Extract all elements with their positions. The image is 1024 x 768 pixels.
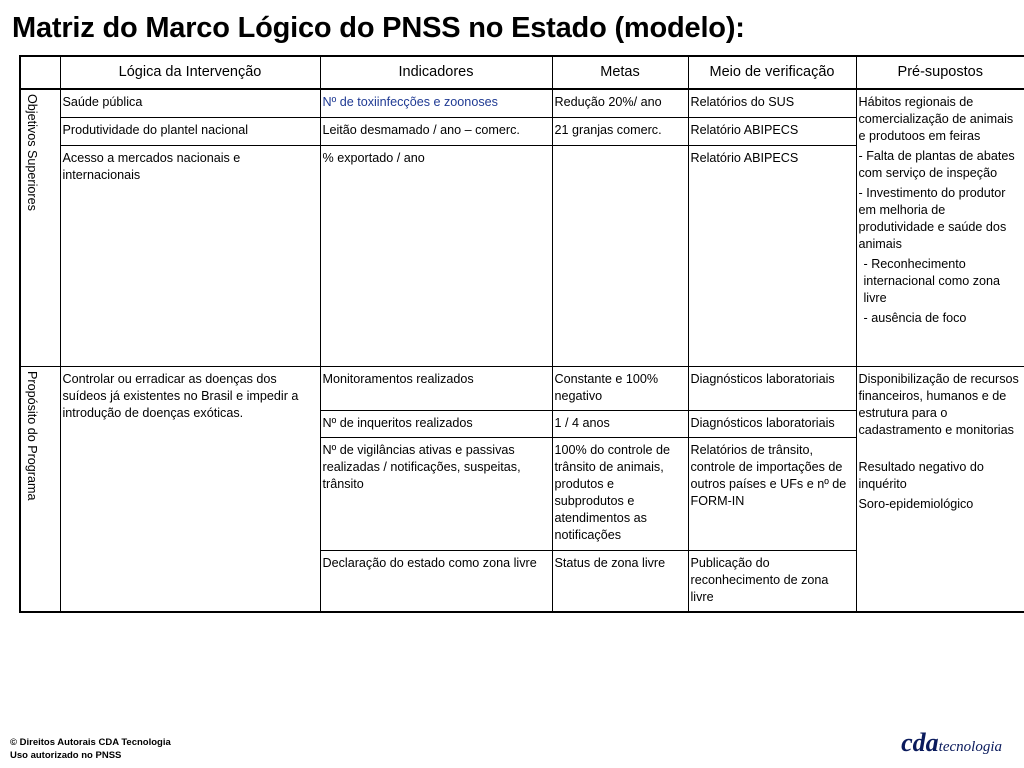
section-label-objetivos: Objetivos Superiores xyxy=(20,89,60,366)
presuposto-item: Resultado negativo do inquérito xyxy=(858,459,984,491)
presuposto-item: - Reconhecimento internacional como zona livre xyxy=(863,257,1001,305)
cell-indicador: Nº de vigilâncias ativas e passivas realizadas / notificações, suspeitas, trânsito xyxy=(320,437,552,550)
header-logica: Lógica da Intervenção xyxy=(60,56,320,89)
header-blank xyxy=(20,56,60,89)
presuposto-item: Disponibilização de recursos financeiros, humanos e de estrutura para o cadastramento e monitorias xyxy=(858,371,1019,437)
cell-meio: Diagnósticos laboratoriais xyxy=(688,410,856,437)
cell-meta: 1 / 4 anos xyxy=(552,410,688,437)
header-presupostos: Pré-supostos xyxy=(856,56,1024,89)
cell-meio: Relatório ABIPECS xyxy=(688,117,856,145)
cell-meio: Relatórios do SUS xyxy=(688,89,856,117)
cell-meta: Status de zona livre xyxy=(552,550,688,612)
cell-meta xyxy=(552,145,688,366)
presuposto-item: - Falta de plantas de abates com serviço de inspeção xyxy=(858,149,1015,180)
cell-logica: Saúde pública xyxy=(60,89,320,117)
logo-tecnologia: tecnologia xyxy=(938,739,1002,755)
cell-indicador: % exportado / ano xyxy=(320,145,552,366)
cell-meta: 100% do controle de trânsito de animais, produtos e subprodutos e atendimentos as notificações xyxy=(552,437,688,550)
cell-meio: Publicação do reconhecimento de zona livre xyxy=(688,550,856,612)
cell-meta: Redução 20%/ ano xyxy=(552,89,688,117)
cell-presupostos-1 xyxy=(856,89,1024,366)
presuposto-item: Hábitos regionais de comercialização de animais e produtoos em feiras xyxy=(858,95,1014,143)
header-meio: Meio de verificação xyxy=(688,56,856,89)
table-row xyxy=(20,89,1024,117)
cell-logica-proposito: Controlar ou erradicar as doenças dos suídeos já existentes no Brasil e impedir a introdução de doenças exóticas. xyxy=(60,366,320,612)
cell-meta: 21 granjas comerc. xyxy=(552,117,688,145)
copyright-footer xyxy=(10,736,171,762)
logo-cda: cda xyxy=(901,728,939,757)
logical-framework-table xyxy=(19,55,1024,613)
cell-indicador: Monitoramentos realizados xyxy=(320,366,552,410)
header-metas: Metas xyxy=(552,56,688,89)
header-indicadores: Indicadores xyxy=(320,56,552,89)
usage-line: Uso autorizado no PNSS xyxy=(10,750,122,761)
cell-logica: Acesso a mercados nacionais e internacionais xyxy=(60,145,320,366)
page-title: Matriz do Marco Lógico do PNSS no Estado (modelo): xyxy=(12,12,745,44)
cell-meio: Relatório ABIPECS xyxy=(688,145,856,366)
cell-indicador: Leitão desmamado / ano – comerc. xyxy=(320,117,552,145)
table-row xyxy=(20,366,1024,410)
cell-indicador: Declaração do estado como zona livre xyxy=(320,550,552,612)
section-label-proposito: Propósito do Programa xyxy=(20,366,60,612)
presuposto-item: Soro-epidemiológico xyxy=(858,496,974,511)
cda-tecnologia-logo xyxy=(901,728,1002,758)
table-header-row xyxy=(20,56,1024,89)
cell-indicador: Nº de toxiinfecções e zoonoses xyxy=(320,89,552,117)
cell-meta: Constante e 100% negativo xyxy=(552,366,688,410)
cell-meio: Diagnósticos laboratoriais xyxy=(688,366,856,410)
cell-logica: Produtividade do plantel nacional xyxy=(60,117,320,145)
presuposto-item: - ausência de foco xyxy=(863,311,967,325)
cell-meio: Relatórios de trânsito, controle de importações de outros países e UFs e nº de FORM-IN xyxy=(688,437,856,550)
cell-indicador: Nº de inqueritos realizados xyxy=(320,410,552,437)
cell-presupostos-2 xyxy=(856,366,1024,612)
copyright-line: © Direitos Autorais CDA Tecnologia xyxy=(10,737,171,748)
presuposto-item: - Investimento do produtor em melhoria de produtividade e saúde dos animais xyxy=(858,186,1007,251)
